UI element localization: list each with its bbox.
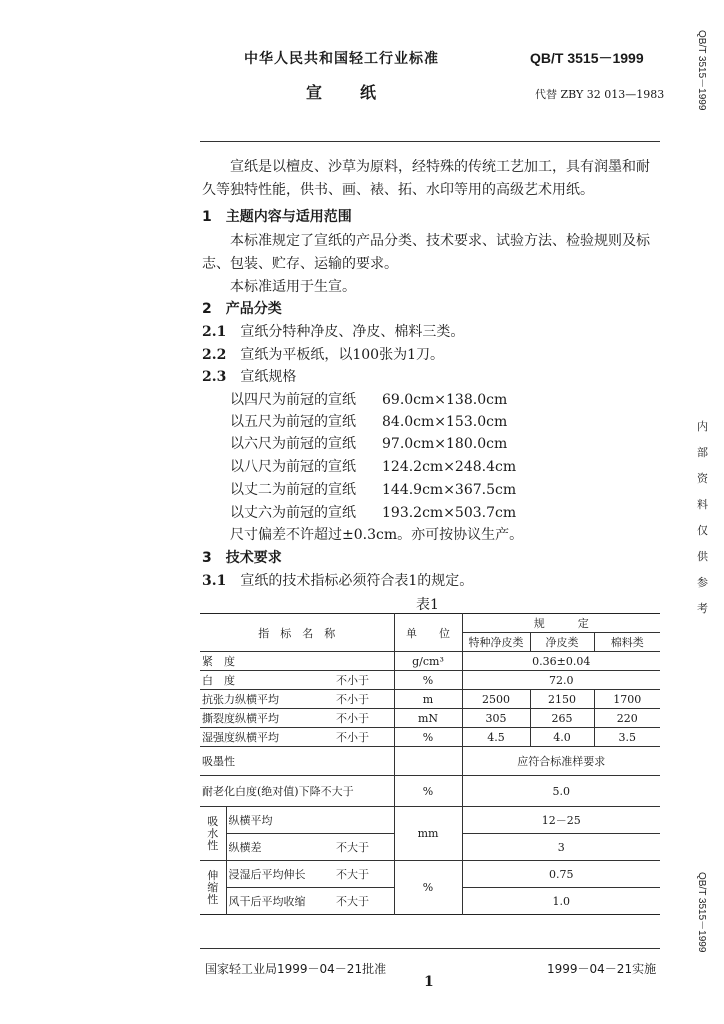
table-row xyxy=(200,861,660,888)
margin-char: 内 xyxy=(697,421,708,433)
spec-row xyxy=(230,456,516,476)
row-unit: % xyxy=(394,671,462,690)
row-value: 2500 xyxy=(462,690,530,709)
row-cond: 不大于 xyxy=(334,861,394,888)
row-unit: mm xyxy=(394,807,462,861)
spec-size: 69.0cm×138.0cm xyxy=(382,392,508,408)
section-1-title: 主题内容与适用范围 xyxy=(225,209,352,225)
section-1-number: 1 xyxy=(202,209,212,225)
margin-char: 参 xyxy=(697,577,708,589)
spec-row xyxy=(230,479,516,499)
row-value: 5.0 xyxy=(462,776,660,807)
replaces-code: 代替 ZBY 32 013—1983 xyxy=(535,88,665,101)
row-name xyxy=(200,776,394,807)
row-value: 2150 xyxy=(530,690,594,709)
item-3-1 xyxy=(202,570,473,590)
section-1-heading xyxy=(202,206,352,226)
row-unit: mN xyxy=(394,709,462,728)
row-cond: 不大于 xyxy=(320,785,354,798)
row-cond: 不小于 xyxy=(334,671,394,690)
sub-col-header: 特种净皮类 xyxy=(462,633,530,652)
spec-name: 以丈六为前冠的宣纸 xyxy=(230,505,356,521)
document-title: 宣纸 xyxy=(306,83,415,102)
row-value: 4.5 xyxy=(462,728,530,747)
spec-size: 97.0cm×180.0cm xyxy=(382,436,508,452)
table-row xyxy=(200,671,660,690)
item-2-2-text: 宣纸为平板纸，以100张为1刀。 xyxy=(240,347,444,363)
section-2-heading xyxy=(202,298,282,318)
sub-col-header: 净皮类 xyxy=(530,633,594,652)
row-name: 抗张力纵横平均 xyxy=(200,690,334,709)
spec-name: 以六尺为前冠的宣纸 xyxy=(230,436,356,452)
section-3-title: 技术要求 xyxy=(225,550,282,566)
row-value: 1700 xyxy=(594,690,660,709)
margin-char: 料 xyxy=(697,499,708,511)
row-value: 3 xyxy=(462,834,660,861)
spec-size: 84.0cm×153.0cm xyxy=(382,414,508,430)
row-cond: 不大于 xyxy=(336,895,369,908)
intro-paragraph: 宣纸是以檀皮、沙草为原料，经特殊的传统工艺加工，具有润墨和耐久等独特性能，供书、画、裱、拓、水印等用的高级艺术用纸。 xyxy=(202,159,650,198)
footer-rule xyxy=(200,948,660,949)
spec-name: 以五尺为前冠的宣纸 xyxy=(230,414,356,430)
table-row xyxy=(200,776,660,807)
row-value: 0.75 xyxy=(462,861,660,888)
table-row xyxy=(200,728,660,747)
item-2-1 xyxy=(202,321,464,341)
row-value: 220 xyxy=(594,709,660,728)
item-3-1-text: 宣纸的技术指标必须符合表1的规定。 xyxy=(240,573,474,589)
col-unit-header: 单 位 xyxy=(394,614,462,652)
col-indicator-header: 指 标 名 称 xyxy=(200,614,394,652)
section-3-number: 3 xyxy=(202,550,212,566)
spec-name: 以八尺为前冠的宣纸 xyxy=(230,459,356,475)
row-value: 72.0 xyxy=(462,671,660,690)
item-2-3-number: 2.3 xyxy=(202,369,227,385)
section-2-title: 产品分类 xyxy=(225,301,282,317)
table-row xyxy=(200,807,660,834)
row-name: 撕裂度纵横平均 xyxy=(200,709,334,728)
margin-char: 仅 xyxy=(697,525,708,537)
row-value: 12－25 xyxy=(462,807,660,834)
row-unit: % xyxy=(394,728,462,747)
table-row xyxy=(200,709,660,728)
row-name: 吸墨性 xyxy=(200,747,394,776)
item-2-1-text: 宣纸分特种净皮、净皮、棉料三类。 xyxy=(240,324,465,340)
table-caption: 表1 xyxy=(416,597,439,613)
spec-size: 193.2cm×503.7cm xyxy=(382,505,517,521)
spec-size: 124.2cm×248.4cm xyxy=(382,459,517,475)
spec-row xyxy=(230,411,507,431)
item-2-2-number: 2.2 xyxy=(202,347,227,363)
row-name: 浸湿后平均伸长 xyxy=(226,861,334,888)
row-cond: 不小于 xyxy=(334,709,394,728)
item-2-2 xyxy=(202,344,444,364)
margin-char: 考 xyxy=(697,603,708,615)
row-value: 305 xyxy=(462,709,530,728)
row-value: 4.0 xyxy=(530,728,594,747)
col-spec-header: 规 定 xyxy=(462,614,660,633)
row-name: 风干后平均收缩 xyxy=(228,895,306,908)
implementation-date: 1999－04－21实施 xyxy=(547,962,657,976)
technical-spec-table xyxy=(200,613,660,915)
standard-name: 中华人民共和国轻工行业标准 xyxy=(244,51,439,67)
row-name: 纵横平均 xyxy=(226,807,394,834)
table-row xyxy=(200,690,660,709)
row-cond: 不小于 xyxy=(334,728,394,747)
margin-char: 部 xyxy=(697,447,708,459)
row-unit: % xyxy=(394,861,462,915)
row-value: 1.0 xyxy=(462,888,660,915)
row-name: 湿强度纵横平均 xyxy=(200,728,334,747)
item-2-3 xyxy=(202,366,296,386)
spec-row xyxy=(230,389,507,409)
row-value: 3.5 xyxy=(594,728,660,747)
table-row xyxy=(200,652,660,671)
item-3-1-number: 3.1 xyxy=(202,573,227,589)
section-1-p2: 本标准适用于生宣。 xyxy=(230,279,356,295)
item-2-1-number: 2.1 xyxy=(202,324,227,340)
row-unit: % xyxy=(394,776,462,807)
standard-code: QB/T 3515－1999 xyxy=(530,50,644,66)
approval-date: 国家轻工业局1999－04－21批准 xyxy=(205,962,387,976)
spec-row xyxy=(230,502,516,522)
page-number: 1 xyxy=(424,974,434,990)
row-value: 0.36±0.04 xyxy=(462,652,660,671)
row-unit: g/cm³ xyxy=(394,652,462,671)
section-3-heading xyxy=(202,547,282,567)
margin-char: 资 xyxy=(697,473,708,485)
margin-code-top: QB/T 3515－1999 xyxy=(696,30,707,111)
spec-name: 以丈二为前冠的宣纸 xyxy=(230,482,356,498)
absorb-group-label: 吸水性 xyxy=(200,807,226,861)
row-name: 纵横差 xyxy=(226,834,334,861)
row-value: 265 xyxy=(530,709,594,728)
spec-size: 144.9cm×367.5cm xyxy=(382,482,517,498)
margin-code-bottom: QB/T 3515－1999 xyxy=(696,872,707,953)
row-unit: m xyxy=(394,690,462,709)
sub-col-header: 棉料类 xyxy=(594,633,660,652)
section-1-p1: 本标准规定了宣纸的产品分类、技术要求、试验方法、检验规则及标志、包装、贮存、运输的要求。 xyxy=(202,233,650,272)
section-2-number: 2 xyxy=(202,301,212,317)
row-cond: 不小于 xyxy=(334,690,394,709)
row-name: 白 度 xyxy=(200,671,334,690)
spec-row xyxy=(230,433,507,453)
row-cond: 不大于 xyxy=(334,834,394,861)
header-rule xyxy=(200,141,660,142)
spec-name: 以四尺为前冠的宣纸 xyxy=(230,392,356,408)
row-value: 应符合标准样要求 xyxy=(462,747,660,776)
row-name-text: 耐老化白度(绝对值)下降 xyxy=(202,785,321,798)
stretch-group-label: 伸缩性 xyxy=(200,861,226,915)
margin-char: 供 xyxy=(697,551,708,563)
tolerance-note: 尺寸偏差不许超过±0.3cm。亦可按协议生产。 xyxy=(230,527,524,543)
row-name: 紧 度 xyxy=(200,652,394,671)
table-row xyxy=(200,747,660,776)
item-2-3-text: 宣纸规格 xyxy=(240,369,297,385)
